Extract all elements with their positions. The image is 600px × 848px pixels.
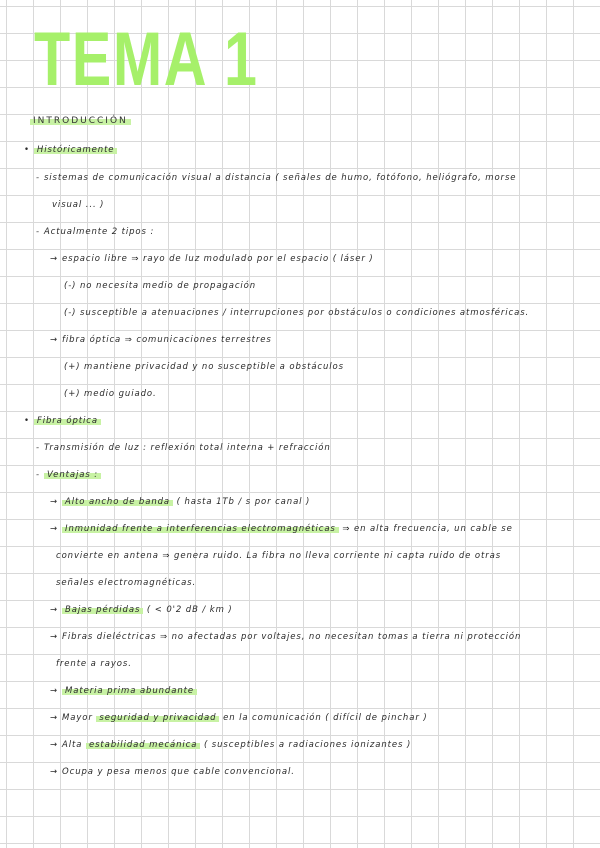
note-line: visual ... )	[52, 200, 105, 210]
highlight-fibra-optica: Fibra óptica	[34, 416, 101, 426]
note-line: - sistemas de comunicación visual a distancia ( señales de humo, fotófono, heliógrafo, morse	[36, 173, 517, 183]
highlight-text: Alto ancho de banda	[62, 497, 173, 507]
highlight-text: Materia prima abundante	[62, 686, 197, 696]
note-line: → fibra óptica ⇒ comunicaciones terrestres	[50, 335, 272, 345]
highlight-text: Inmunidad frente a interferencias electromagnéticas	[62, 524, 339, 534]
note-line: → Fibras dieléctricas ⇒ no afectadas por voltajes, no necesitan tomas a tierra ni protección	[50, 632, 522, 642]
note-line: - Actualmente 2 tipos :	[36, 227, 155, 237]
section-heading-text: INTRODUCCIÓN	[30, 116, 131, 126]
note-line: - Ventajas :	[36, 469, 101, 481]
highlight-text: Bajas pérdidas	[62, 605, 143, 615]
note-line: frente a rayos.	[56, 659, 132, 669]
highlight-ventajas: Ventajas :	[44, 470, 101, 480]
note-line: → Alta estabilidad mecánica ( susceptibles a radiaciones ionizantes )	[50, 740, 412, 750]
page-title: TEMA 1	[34, 17, 259, 102]
note-line: (-) susceptible a atenuaciones / interrupciones por obstáculos o condiciones atmosféricas.	[64, 308, 530, 318]
note-line: → Inmunidad frente a interferencias electromagnéticas ⇒ en alta frecuencia, un cable se	[50, 524, 513, 534]
note-line: señales electromagnéticas.	[56, 578, 197, 588]
note-line: convierte en antena ⇒ genera ruido. La fibra no lleva corriente ni capta ruido de otras	[56, 551, 502, 561]
note-line: → Bajas pérdidas ( < 0'2 dB / km )	[50, 605, 233, 615]
section-heading	[30, 116, 131, 126]
note-line: (-) no necesita medio de propagación	[64, 281, 257, 291]
note-line: - Transmisión de luz : reflexión total interna + refracción	[36, 443, 331, 453]
note-line: (+) mantiene privacidad y no susceptible a obstáculos	[64, 362, 344, 372]
bullet-fibra-optica: • Fibra óptica	[24, 415, 101, 427]
note-line: → Ocupa y pesa menos que cable convencional.	[50, 767, 295, 777]
note-line: → Alto ancho de banda ( hasta 1Tb / s por canal )	[50, 497, 311, 507]
note-line: → espacio libre ⇒ rayo de luz modulado por el espacio ( láser )	[50, 254, 374, 264]
highlight-historicamente: Históricamente	[34, 145, 118, 155]
highlight-text: estabilidad mecánica	[86, 740, 200, 750]
highlight-text: seguridad y privacidad	[96, 713, 219, 723]
note-line: → Materia prima abundante	[50, 685, 197, 697]
note-line: → Mayor seguridad y privacidad en la comunicación ( difícil de pinchar )	[50, 713, 428, 723]
bullet-historicamente: • Históricamente	[24, 144, 117, 156]
note-line: (+) medio guiado.	[64, 389, 157, 399]
